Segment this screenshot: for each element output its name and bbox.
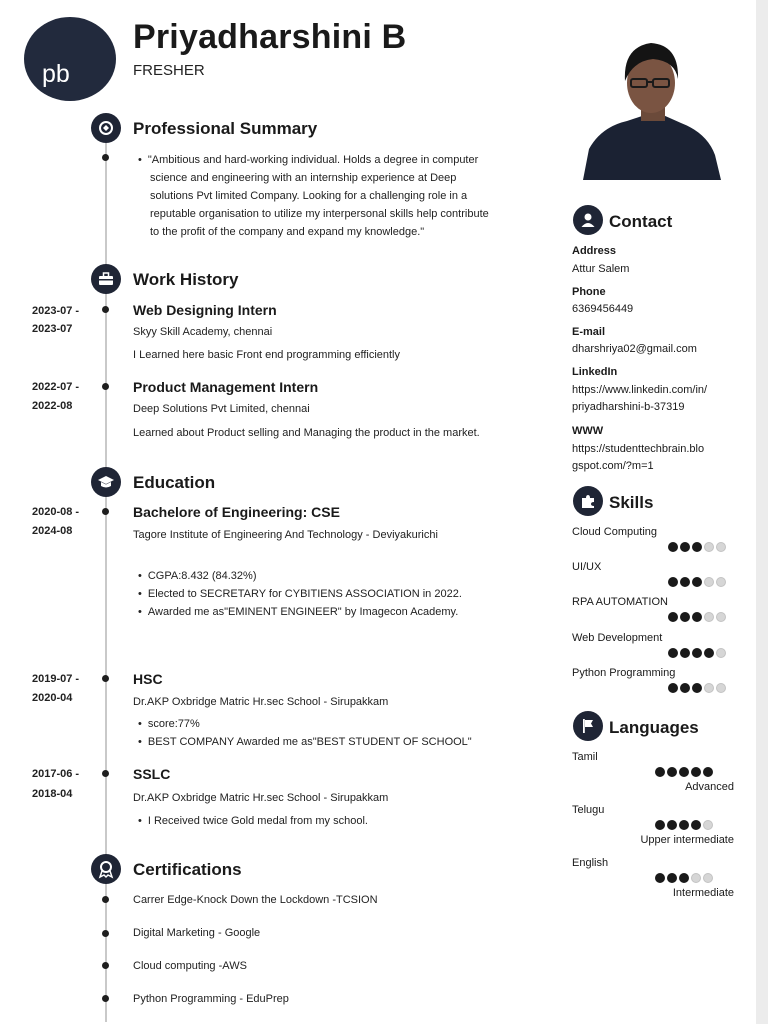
linkedin-link[interactable]: https://www.linkedin.com/in/ priyadharshini-b-37319 — [572, 384, 708, 413]
rating-dot-filled — [691, 767, 701, 777]
monogram-text: pb — [42, 60, 70, 88]
edu-date-end: 2018-04 — [32, 788, 73, 800]
edu-title: Bachelore of Engineering: CSE — [133, 504, 340, 520]
job-desc: Learned about Product selling and Managing the product in the market. — [133, 427, 480, 439]
rating-dot-empty — [703, 820, 713, 830]
timeline-dot — [102, 962, 109, 969]
edu-bullets: • score:77% • BEST COMPANY Awarded me as"BEST STUDENT OF SCHOOL" — [138, 715, 472, 751]
timeline-dot — [102, 930, 109, 937]
edu-title: SSLC — [133, 766, 171, 782]
timeline-dot — [102, 306, 109, 313]
job-org: Deep Solutions Pvt Limited, chennai — [133, 403, 310, 415]
language-name: Telugu — [572, 804, 605, 816]
linkedin-label: LinkedIn — [572, 366, 618, 378]
job-date-start: 2023-07 - — [32, 305, 80, 317]
rating-dot-filled — [667, 767, 677, 777]
rating-dot-filled — [692, 542, 702, 552]
job-date-end: 2022-08 — [32, 400, 73, 412]
rating-dot-filled — [668, 577, 678, 587]
rating-dot-filled — [703, 767, 713, 777]
address-value: Attur Salem — [572, 263, 630, 275]
address-label: Address — [572, 245, 617, 257]
timeline-dot — [102, 675, 109, 682]
edu-org: Dr.AKP Oxbridge Matric Hr.sec School - Sirupakkam — [133, 792, 389, 804]
language-name: Tamil — [572, 751, 598, 763]
skills-title: Skills — [609, 493, 654, 512]
timeline-dot — [102, 995, 109, 1002]
edu-date-start: 2020-08 - — [32, 506, 80, 518]
timeline-dot — [102, 383, 109, 390]
phone-label: Phone — [572, 286, 606, 298]
www-link[interactable]: https://studenttechbrain.blo gspot.com/?m=1 — [572, 443, 705, 472]
languages-title: Languages — [609, 718, 699, 737]
job-date-start: 2022-07 - — [32, 381, 80, 393]
rating-dot-filled — [680, 542, 690, 552]
edu-date-end: 2024-08 — [32, 525, 73, 537]
email-label: E-mail — [572, 326, 606, 338]
rating-dot-filled — [668, 612, 678, 622]
timeline-dot — [102, 508, 109, 515]
rating-dot-empty — [704, 612, 714, 622]
skill-name: RPA AUTOMATION — [572, 596, 668, 608]
rating-dot-filled — [680, 577, 690, 587]
rating-dot-filled — [680, 612, 690, 622]
rating-dot-filled — [679, 873, 689, 883]
education-title: Education — [133, 473, 216, 492]
skill-name: Cloud Computing — [572, 526, 657, 538]
cert-item: Cloud computing -AWS — [133, 960, 247, 972]
edu-bullets: • I Received twice Gold medal from my school. — [138, 812, 368, 830]
rating-dot-filled — [692, 612, 702, 622]
job-title: Web Designing Intern — [133, 302, 277, 318]
certifications-title: Certifications — [133, 860, 242, 879]
timeline-dot — [102, 770, 109, 777]
monogram-circle — [24, 17, 116, 101]
skill-name: UI/UX — [572, 561, 602, 573]
language-name: English — [572, 857, 609, 869]
skill-rating — [668, 648, 726, 658]
language-level: Upper intermediate — [640, 834, 734, 846]
rating-dot-filled — [692, 683, 702, 693]
rating-dot-empty — [704, 683, 714, 693]
job-title: Product Management Intern — [133, 379, 319, 395]
edu-org: Tagore Institute of Engineering And Technology - Deviyakurichi — [133, 529, 438, 541]
job-org: Skyy Skill Academy, chennai — [133, 326, 273, 338]
language-rating — [655, 873, 713, 883]
summary-icon — [91, 113, 121, 143]
skill-name: Python Programming — [572, 667, 676, 679]
graduation-cap-icon — [91, 467, 121, 497]
flag-icon — [573, 711, 603, 741]
rating-dot-filled — [655, 873, 665, 883]
rating-dot-empty — [704, 577, 714, 587]
skill-rating — [668, 612, 726, 622]
skill-rating — [668, 577, 726, 587]
rating-dot-empty — [716, 542, 726, 552]
edu-date-end: 2020-04 — [32, 692, 73, 704]
award-icon — [91, 854, 121, 884]
edu-date-start: 2019-07 - — [32, 673, 80, 685]
cert-item: Digital Marketing - Google — [133, 927, 261, 939]
rating-dot-empty — [716, 577, 726, 587]
page-edge — [756, 0, 768, 1024]
person-icon — [573, 205, 603, 235]
cert-item: Python Programming - EduPrep — [133, 993, 289, 1005]
language-rating — [655, 820, 713, 830]
edu-date-start: 2017-06 - — [32, 768, 80, 780]
puzzle-icon — [573, 486, 603, 516]
rating-dot-filled — [667, 873, 677, 883]
edu-bullets: • CGPA:8.432 (84.32%) • Elected to SECRETARY for CYBITIENS ASSOCIATION in 2022. • Awarded me as"EMINENT ENGINEER" by Imagecon Academy. — [138, 567, 462, 621]
rating-dot-filled — [691, 820, 701, 830]
briefcase-icon — [91, 264, 121, 294]
timeline-dot — [102, 896, 109, 903]
rating-dot-empty — [691, 873, 701, 883]
rating-dot-filled — [692, 648, 702, 658]
rating-dot-filled — [668, 542, 678, 552]
job-desc: I Learned here basic Front end programming efficiently — [133, 349, 400, 361]
skill-rating — [668, 542, 726, 552]
rating-dot-filled — [655, 820, 665, 830]
language-level: Intermediate — [672, 887, 734, 899]
skill-rating — [668, 683, 726, 693]
rating-dot-filled — [667, 820, 677, 830]
language-rating — [655, 767, 713, 777]
rating-dot-filled — [692, 577, 702, 587]
rating-dot-filled — [655, 767, 665, 777]
rating-dot-empty — [716, 683, 726, 693]
phone-value: 6369456449 — [572, 303, 634, 315]
job-date-end: 2023-07 — [32, 323, 73, 335]
rating-dot-filled — [680, 648, 690, 658]
www-label: WWW — [572, 425, 604, 437]
rating-dot-filled — [679, 767, 689, 777]
rating-dot-empty — [716, 612, 726, 622]
candidate-name: Priyadharshini B — [133, 18, 407, 56]
rating-dot-empty — [704, 542, 714, 552]
rating-dot-filled — [668, 648, 678, 658]
edu-title: HSC — [133, 671, 163, 687]
edu-org: Dr.AKP Oxbridge Matric Hr.sec School - Sirupakkam — [133, 696, 389, 708]
work-title: Work History — [133, 270, 239, 289]
profile-photo — [583, 31, 721, 180]
summary-text: • "Ambitious and hard-working individual. Holds a degree in computer science and engineering with an internship experience at Deep solutions Pvt limited Company. Looking for a challenging role in a reputable organisation to utilize my interpersonal skills help contribute to the profit of the company and expand my knowledge." — [138, 151, 548, 241]
timeline-dot — [102, 154, 109, 161]
email-value[interactable]: dharshriya02@gmail.com — [572, 343, 697, 355]
rating-dot-filled — [668, 683, 678, 693]
contact-title: Contact — [609, 212, 673, 231]
rating-dot-empty — [716, 648, 726, 658]
rating-dot-empty — [703, 873, 713, 883]
cert-item: Carrer Edge-Knock Down the Lockdown -TCSION — [133, 894, 378, 906]
rating-dot-filled — [704, 648, 714, 658]
language-level: Advanced — [685, 781, 734, 793]
candidate-role: FRESHER — [133, 62, 205, 79]
rating-dot-filled — [680, 683, 690, 693]
summary-title: Professional Summary — [133, 119, 318, 138]
rating-dot-filled — [679, 820, 689, 830]
skill-name: Web Development — [572, 632, 663, 644]
